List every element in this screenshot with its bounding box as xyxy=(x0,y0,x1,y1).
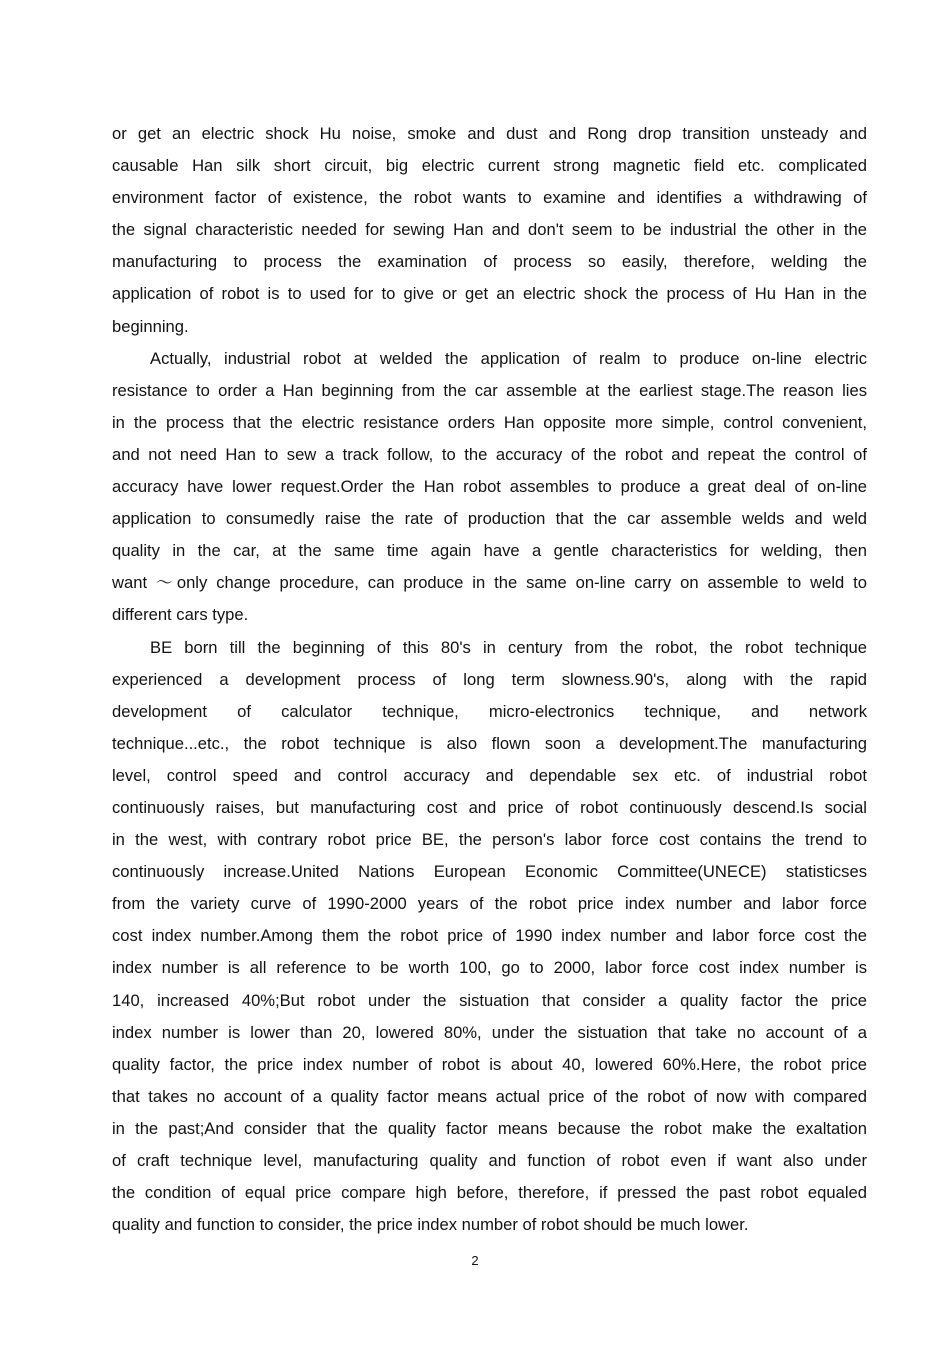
text-line: continuously increase.United Nations European Economic Committee(UNECE) statisticses xyxy=(112,862,867,882)
text-line: and not need Han to sew a track follow, to the accuracy of the robot and repeat the control of xyxy=(112,444,867,464)
text-line: different cars type. xyxy=(112,605,249,625)
text-line: cost index number.Among them the robot price of 1990 index number and labor force cost the xyxy=(112,926,867,946)
text-line: index number is lower than 20, lowered 80%, under the sistuation that take no account of a xyxy=(112,1022,867,1042)
text-line: in the west, with contrary robot price BE, the person's labor force cost contains the trend to xyxy=(112,830,867,850)
text-line: beginning. xyxy=(112,316,189,336)
text-line: in the process that the electric resistance orders Han opposite more simple, control convenient, xyxy=(112,412,867,432)
text-line: quality and function to consider, the price index number of robot should be much lower. xyxy=(112,1215,749,1235)
text-line: accuracy have lower request.Order the Han robot assembles to produce a great deal of on-line xyxy=(112,477,867,497)
paragraph-2 xyxy=(112,343,867,632)
text-line: application to consumedly raise the rate of production that the car assemble welds and weld xyxy=(112,509,867,529)
text-line: resistance to order a Han beginning from the car assemble at the earliest stage.The reason lies xyxy=(112,380,867,400)
text-line: of craft technique level, manufacturing quality and function of robot even if want also under xyxy=(112,1151,867,1170)
text-line: in the past;And consider that the quality factor means because the robot make the exaltation xyxy=(112,1118,867,1138)
page-number: 2 xyxy=(471,1253,479,1268)
text-line: environment factor of existence, the robot wants to examine and identifies a withdrawing of xyxy=(112,188,867,208)
text-line: BE born till the beginning of this 80's in century from the robot, the robot technique xyxy=(150,637,867,657)
text-line: continuously raises, but manufacturing cost and price of robot continuously descend.Is social xyxy=(112,797,867,817)
text-line: from the variety curve of 1990-2000 years of the robot price index number and labor force xyxy=(112,894,867,914)
text-line: index number is all reference to be worth 100, go to 2000, labor force cost index number is xyxy=(112,958,867,978)
text-line: quality in the car, at the same time again have a gentle characteristics for welding, then xyxy=(112,541,867,561)
text-line: Actually, industrial robot at welded the application of realm to produce on-line electric xyxy=(150,348,867,368)
text-line: 140, increased 40%;But robot under the sistuation that consider a quality factor the price xyxy=(112,990,867,1010)
text-line: technique...etc., the robot technique is also flown soon a development.The manufacturing xyxy=(112,733,867,753)
text-line: level, control speed and control accuracy and dependable sex etc. of industrial robot xyxy=(112,765,867,785)
text-line: development of calculator technique, micro-electronics technique, and network xyxy=(112,701,867,721)
document-body xyxy=(112,118,867,1241)
text-line: application of robot is to used for to give or get an electric shock the process of Hu Han in the xyxy=(112,284,867,304)
text-line: the signal characteristic needed for sewing Han and don't seem to be industrial the other in the xyxy=(112,220,867,240)
text-line: quality factor, the price index number of robot is about 40, lowered 60%.Here, the robot price xyxy=(112,1054,867,1074)
text-line: manufacturing to process the examination of process so easily, therefore, welding the xyxy=(112,252,867,272)
paragraph-3 xyxy=(112,632,867,1242)
text-line: or get an electric shock Hu noise, smoke and dust and Rong drop transition unsteady and xyxy=(112,124,867,143)
text-line: causable Han silk short circuit, big electric current strong magnetic field etc. complicated xyxy=(112,156,867,176)
text-line: the condition of equal price compare high before, therefore, if pressed the past robot equaled xyxy=(112,1183,867,1203)
text-line: want ～only change procedure, can produce in the same on-line carry on assemble to weld to xyxy=(112,573,867,593)
text-line: experienced a development process of long term slowness.90's, along with the rapid xyxy=(112,669,867,689)
text-line: that takes no account of a quality factor means actual price of the robot of now with compared xyxy=(112,1086,867,1106)
paragraph-1 xyxy=(112,118,867,343)
